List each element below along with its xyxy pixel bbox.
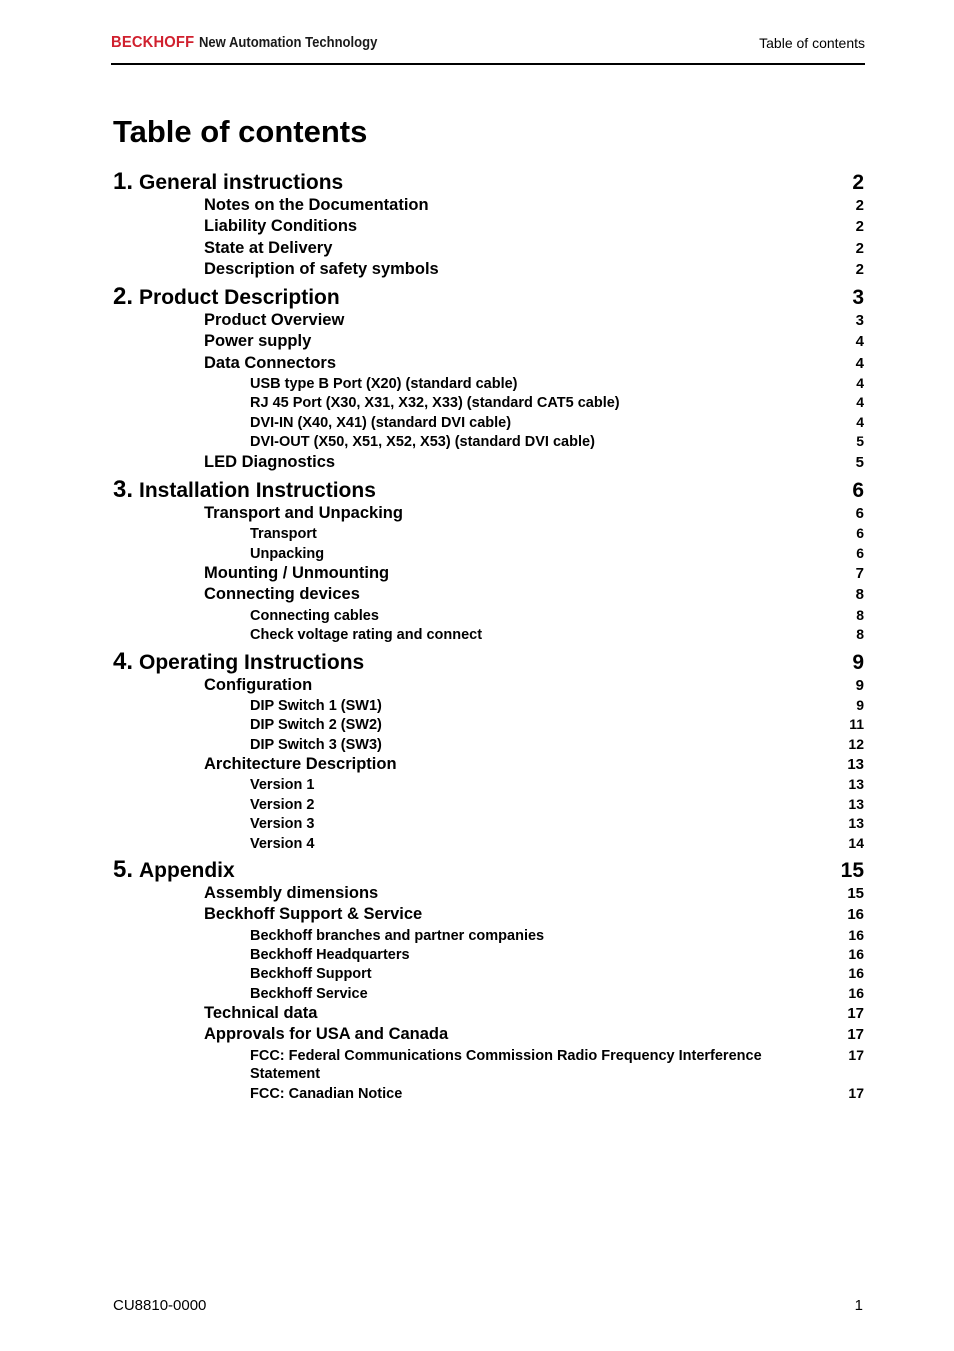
toc-entry-level-3[interactable] (113, 544, 864, 563)
footer-page-number: 1 (854, 1297, 863, 1314)
toc-entry-label: Beckhoff Support (250, 966, 372, 983)
toc-entry-label: Unpacking (250, 545, 325, 562)
toc-entry-page: 2 (855, 197, 864, 214)
toc-entry-label: Beckhoff branches and partner companies (250, 927, 545, 944)
toc-entry-page: 16 (848, 984, 864, 1001)
toc-entry-level-2[interactable] (113, 904, 864, 925)
toc-entry-page: 15 (840, 858, 864, 882)
toc-entry-level-3[interactable] (113, 814, 864, 833)
logo-brand-text: BECKHOFF (111, 34, 195, 51)
toc-entry-level-2[interactable] (113, 238, 864, 259)
toc-entry-label: Check voltage rating and connect (250, 627, 483, 644)
toc-entry-level-1[interactable] (113, 647, 864, 675)
toc-entry-label: Beckhoff Headquarters (250, 946, 410, 963)
toc-entry-page: 17 (847, 1005, 864, 1023)
toc-entry-level-1[interactable] (113, 170, 864, 195)
toc-chapter-number: 5. (113, 855, 134, 883)
page-header (111, 30, 865, 65)
toc-entry-label: Architecture Description (204, 755, 397, 774)
toc-entry-label: Liability Conditions (204, 217, 358, 236)
toc-entry-level-2[interactable] (113, 195, 864, 216)
toc-entry-level-3[interactable] (113, 606, 864, 625)
toc-entry-page: 17 (848, 1084, 864, 1101)
toc-entry-page: 17 (848, 1046, 864, 1063)
toc-entry-page: 5 (856, 433, 864, 450)
toc-entry-label: Power supply (204, 332, 312, 351)
toc-entry-label: Mounting / Unmounting (204, 564, 390, 583)
toc-entry-page: 17 (847, 1026, 864, 1044)
toc-entry-level-3[interactable] (113, 1084, 864, 1103)
toc-entry-level-3[interactable] (113, 393, 864, 412)
toc-entry-level-3[interactable] (113, 432, 864, 451)
toc-entry-level-3[interactable] (113, 413, 864, 432)
toc-entry-level-3[interactable] (113, 984, 864, 1003)
toc-entry-level-1[interactable] (113, 285, 864, 310)
toc-entry-label: Data Connectors (204, 353, 337, 372)
toc-entry-label: Beckhoff Support & Service (204, 905, 423, 924)
toc-entry-label: Product Overview (204, 311, 345, 330)
toc-entry-label: DVI-IN (X40, X41) (standard DVI cable) (250, 414, 512, 431)
toc-entry-page: 13 (848, 815, 864, 832)
table-of-contents (113, 170, 864, 1103)
toc-entry-level-2[interactable] (113, 675, 864, 696)
toc-entry-page: 13 (848, 776, 864, 793)
toc-entry-level-2[interactable] (113, 883, 864, 904)
toc-entry-page: 4 (856, 375, 864, 392)
toc-chapter-title: General instructions (139, 171, 344, 194)
toc-entry-page: 6 (856, 544, 864, 561)
toc-entry-level-3[interactable] (113, 964, 864, 983)
toc-entry-label: Notes on the Documentation (204, 196, 429, 214)
toc-entry-level-3[interactable] (113, 625, 864, 644)
toc-chapter-title: Operating Instructions (139, 650, 365, 674)
toc-entry-label: Connecting cables (250, 607, 379, 624)
toc-entry-level-1[interactable] (113, 855, 864, 883)
toc-entry-label (113, 170, 343, 195)
toc-entry-page: 2 (855, 239, 864, 257)
toc-entry-level-3[interactable] (113, 945, 864, 964)
toc-entry-page: 16 (848, 945, 864, 962)
toc-entry-level-3[interactable] (113, 926, 864, 945)
toc-entry-page: 12 (848, 735, 864, 752)
toc-entry-page: 16 (848, 965, 864, 982)
toc-chapter-title: Appendix (139, 858, 235, 882)
toc-entry-label: LED Diagnostics (204, 452, 336, 471)
toc-entry-label: Technical data (204, 1004, 318, 1023)
toc-entry-label: Transport (250, 526, 317, 543)
toc-entry-label: FCC: Federal Communications Commission Radio Frequency Interference Statement (250, 1047, 762, 1083)
toc-entry-page: 4 (855, 333, 864, 351)
toc-entry-page: 8 (856, 626, 864, 643)
toc-entry-label: DIP Switch 1 (SW1) (250, 697, 382, 714)
toc-entry-page: 7 (855, 565, 864, 583)
toc-entry-label: FCC: Canadian Notice (250, 1085, 403, 1102)
toc-entry-page: 2 (852, 171, 864, 194)
toc-entry-page: 15 (847, 884, 864, 902)
toc-entry-label: RJ 45 Port (X30, X31, X32, X33) (standard CAT5 cable) (250, 395, 620, 412)
toc-entry-label: Approvals for USA and Canada (204, 1025, 449, 1044)
toc-chapter-number: 2. (113, 283, 134, 311)
toc-entry-level-3[interactable] (113, 715, 864, 734)
toc-entry-label: State at Delivery (204, 238, 333, 257)
toc-entry-page: 4 (855, 354, 864, 372)
toc-entry-page: 6 (856, 525, 864, 542)
toc-entry-label: Connecting devices (204, 585, 360, 604)
toc-entry-label (113, 285, 340, 310)
beckhoff-logo (111, 34, 398, 52)
toc-entry-page: 3 (855, 312, 864, 330)
toc-entry-level-2[interactable] (113, 331, 864, 352)
toc-entry-page: 8 (855, 586, 864, 604)
logo-tagline: New Automation Technology (199, 35, 378, 51)
toc-entry-label: Version 4 (250, 835, 315, 852)
toc-entry-level-1[interactable] (113, 478, 864, 503)
toc-entry-page: 14 (848, 834, 864, 851)
toc-entry-level-3[interactable] (113, 775, 864, 794)
toc-entry-label: Beckhoff Service (250, 985, 368, 1002)
toc-entry-page: 9 (852, 650, 864, 674)
toc-entry-level-2[interactable] (113, 353, 864, 374)
toc-entry-label: USB type B Port (X20) (standard cable) (250, 376, 518, 393)
toc-chapter-number: 4. (113, 647, 134, 675)
toc-entry-level-3[interactable] (113, 524, 864, 543)
toc-entry-level-2[interactable] (113, 584, 864, 605)
toc-entry-label (113, 647, 365, 675)
toc-entry-page: 13 (848, 795, 864, 812)
toc-entry-page: 5 (855, 453, 864, 471)
toc-entry-page: 2 (855, 260, 864, 278)
toc-entry-page: 3 (852, 286, 864, 310)
toc-entry-label: DIP Switch 2 (SW2) (250, 717, 382, 734)
toc-entry-page: 4 (856, 413, 864, 430)
toc-chapter-title: Product Description (139, 286, 340, 310)
toc-entry-level-2[interactable] (113, 1003, 864, 1024)
toc-chapter-number: 3. (113, 476, 134, 503)
toc-entry-level-2[interactable] (113, 503, 864, 524)
toc-entry-label (113, 855, 235, 883)
toc-entry-label: DIP Switch 3 (SW3) (250, 736, 382, 753)
toc-entry-level-3[interactable] (113, 735, 864, 754)
toc-entry-level-2[interactable] (113, 563, 864, 584)
header-section-title: Table of contents (759, 35, 865, 51)
toc-entry-level-3[interactable] (113, 1046, 864, 1084)
toc-entry-label: Description of safety symbols (204, 259, 439, 278)
toc-entry-label: Version 2 (250, 796, 315, 813)
toc-entry-label: DVI-OUT (X50, X51, X52, X53) (standard DVI cable) (250, 434, 595, 451)
toc-entry-label: Transport and Unpacking (204, 504, 403, 522)
toc-entry-page: 11 (849, 716, 864, 733)
toc-entry-page: 9 (856, 696, 864, 713)
toc-entry-label: Version 3 (250, 816, 315, 833)
toc-chapter-title: Installation Instructions (139, 479, 376, 502)
toc-entry-level-2[interactable] (113, 216, 864, 237)
toc-entry-page: 2 (855, 218, 864, 236)
toc-entry-level-3[interactable] (113, 795, 864, 814)
toc-entry-level-2[interactable] (113, 452, 864, 473)
toc-entry-level-2[interactable] (113, 1024, 864, 1045)
toc-entry-page: 16 (847, 906, 864, 924)
toc-entry-page: 9 (855, 676, 864, 694)
toc-entry-level-2[interactable] (113, 754, 864, 775)
footer-document-id: CU8810-0000 (113, 1297, 207, 1314)
toc-chapter-number: 1. (113, 168, 134, 195)
toc-entry-page: 13 (847, 756, 864, 774)
page-title: Table of contents (113, 114, 368, 149)
toc-entry-page: 8 (856, 606, 864, 623)
toc-entry-label: Assembly dimensions (204, 883, 379, 902)
toc-entry-level-3[interactable] (113, 374, 864, 393)
toc-entry-label: Configuration (204, 675, 313, 694)
toc-entry-label: Version 1 (250, 777, 315, 794)
toc-entry-label (113, 478, 376, 503)
toc-entry-level-3[interactable] (113, 834, 864, 853)
toc-entry-level-2[interactable] (113, 310, 864, 331)
toc-entry-page: 16 (848, 926, 864, 943)
toc-entry-page: 6 (855, 505, 864, 522)
toc-entry-page: 6 (852, 479, 864, 502)
toc-entry-level-3[interactable] (113, 696, 864, 715)
toc-entry-level-2[interactable] (113, 259, 864, 280)
toc-entry-page: 4 (856, 394, 864, 411)
